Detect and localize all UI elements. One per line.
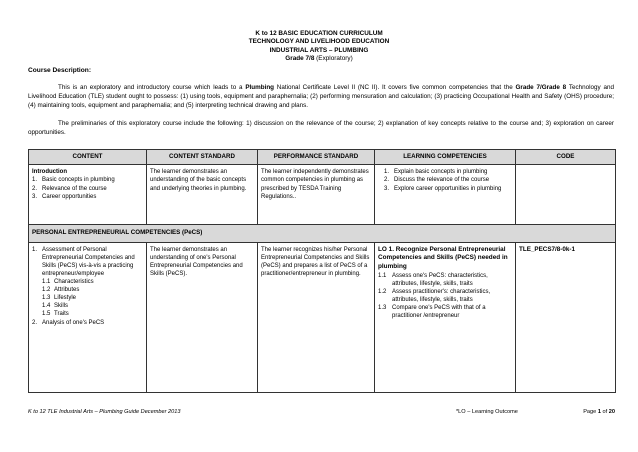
course-description-paragraph-2: The preliminaries of this exploratory course include the following: 1) discussion on the relevance of the course; 2) explanation of key concepts relative to the course and; 3) exploration on career opportunities. (28, 120, 614, 136)
list-item: 1. Assessment of Personal Entrepreneurial Competencies and Skills (PeCS) vis-à-vis a practicing entrepreneur/employee (32, 246, 135, 277)
header-performance-standard: PERFORMANCE STANDARD (258, 150, 375, 165)
list-item: 1.5 Traits (42, 311, 69, 318)
intro-content-cell (29, 165, 147, 225)
header-learning-competencies: LEARNING COMPETENCIES (375, 150, 516, 165)
intro-title: Introduction (32, 169, 67, 176)
lo-title: LO 1. Recognize Personal Entrepreneurial Competencies and Skills (PeCS) needed in plumbing (378, 245, 508, 270)
list-item: 1.3 Compare one's PeCS with that of a practitioner /entrepreneur (378, 305, 486, 320)
list-item: 1.4 Skills (42, 303, 69, 310)
pecs-content-standard: The learner demonstrates an understanding of one's Personal Entrepreneurial Competencies and Skills (PeCS). (147, 242, 258, 392)
intro-code (516, 165, 616, 225)
document-header (0, 30, 638, 64)
header-line-3: INDUSTRIAL ARTS – PLUMBING (269, 46, 369, 54)
header-code: CODE (516, 150, 616, 165)
header-line-2: TECHNOLOGY AND LIVELIHOOD EDUCATION (248, 38, 390, 46)
pecs-content-list (32, 246, 143, 278)
list-item: 1.3 Lifestyle (42, 295, 77, 302)
footer-page-number: Page 1 of 20 (583, 409, 615, 415)
list-item: 1.1 Characteristics (42, 279, 94, 286)
list-item: 2. Analysis of one's PeCS (32, 319, 105, 326)
pecs-content-cell (29, 242, 147, 392)
table-row (29, 165, 616, 225)
list-item: 1.2 Attributes (42, 287, 80, 294)
header-grade: Grade 7/8 (Exploratory) (285, 55, 353, 63)
header-content: CONTENT (29, 150, 147, 165)
lo-list (378, 272, 512, 321)
intro-competencies-list (378, 168, 512, 192)
header-line-1: K to 12 BASIC EDUCATION CURRICULUM (255, 30, 383, 37)
list-item: 3. Career opportunities (32, 193, 97, 200)
table-header-row (29, 150, 616, 165)
header-content-standard: CONTENT STANDARD (147, 150, 258, 165)
course-description-label: Course Description: (28, 67, 92, 74)
footer-guide-title: K to 12 TLE Industrial Arts – Plumbing Guide December 2013 (28, 409, 181, 415)
course-description-paragraph-1: This is an exploratory and introductory course which leads to a Plumbing National Certificate Level II (NC II). It covers five common competencies that the Grade 7/Grade 8 Technology and Livelihood Education (TLE) student ought to possess: (1) using tools, equipment and paraphernalia; (2) performing mensuration and calculation; (3) practicing Occupational Health and Safety (OHS) procedure; (4) maintaining tools, equipment and paraphernalia; and (5) interpreting technical drawing and plans. (28, 84, 614, 109)
list-item: 3. Explore career opportunities in plumbing (384, 185, 502, 192)
pecs-sub-list (32, 278, 143, 318)
list-item: 1.2 Assess practitioner's: characteristics, attributes, lifestyle, skills, traits (378, 288, 491, 303)
list-item: 2. Discuss the relevance of the course (384, 177, 490, 184)
list-item: 2. Relevance of the course (32, 185, 107, 192)
intro-content-standard: The learner demonstrates an understanding of the basic concepts and underlying theories in plumbing. (147, 165, 258, 225)
pecs-code: TLE_PECS7/8-0k-1 (516, 242, 616, 392)
table-row (29, 242, 616, 392)
pecs-performance-standard: The learner recognizes his/her Personal Entrepreneurial Competencies and Skills (PeCS) and prepares a list of PeCS of a practitioner/entrepreneur in plumbing. (258, 242, 375, 392)
curriculum-table (28, 149, 616, 393)
list-item: 1.1 Assess one's PeCS: characteristics, attributes, lifestyle, skills, traits (378, 272, 488, 287)
intro-list (32, 176, 143, 200)
list-item: 1. Explain basic concepts in plumbing (384, 169, 488, 176)
section-title: PERSONAL ENTREPRENEURIAL COMPETENCIES (PeCS) (29, 225, 616, 242)
footer-lo-note: *LO – Learning Outcome (456, 409, 518, 415)
section-row (29, 225, 616, 242)
intro-performance-standard: The learner independently demonstrates common competencies in plumbing as prescribed by TESDA Training Regulations.. (258, 165, 375, 225)
list-item: 1. Basic concepts in plumbing (32, 177, 115, 184)
pecs-content-list-2 (32, 319, 143, 327)
intro-competencies-cell (375, 165, 516, 225)
pecs-competencies-cell (375, 242, 516, 392)
